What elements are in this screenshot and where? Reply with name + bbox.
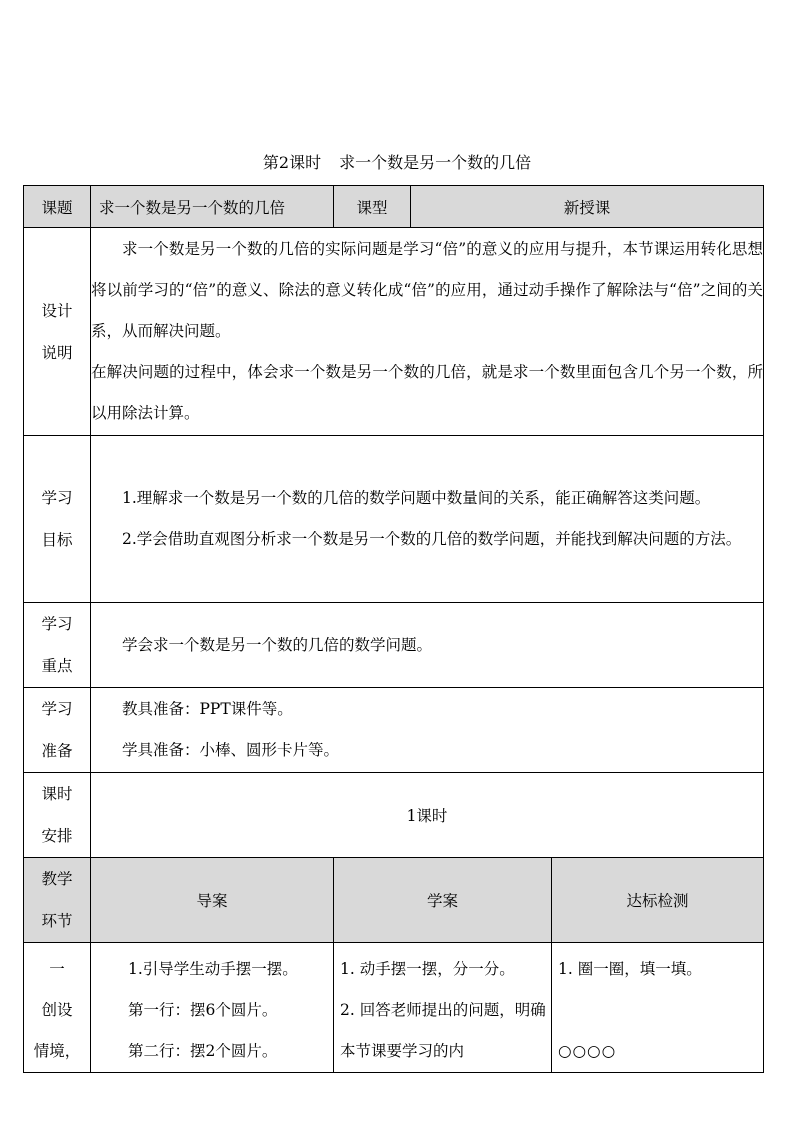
goals-label-line-1: 学习 (41, 489, 73, 507)
stage-one-label-line-1: 一 (49, 960, 65, 978)
key-points-text (91, 603, 764, 688)
design-label (24, 228, 91, 436)
type-label: 课型 (334, 186, 411, 228)
stage-header-line-1: 教学 (41, 870, 73, 888)
goals-row (24, 436, 764, 603)
design-paragraph-2: 在解决问题的过程中，体会求一个数是另一个数的几倍，就是求一个数里面包含几个另一个数，所以用除法计算。 (91, 363, 764, 422)
schedule-label-line-2: 安排 (41, 827, 73, 845)
teacher-preparation: 教具准备：PPT课件等。 (122, 700, 293, 718)
key-points-label (24, 603, 91, 688)
stage-one-guide (91, 943, 334, 1073)
type-value: 新授课 (411, 186, 764, 228)
stage-one-learn (334, 943, 552, 1073)
stage-one-label-line-2: 创设 (41, 1001, 73, 1019)
check-header: 达标检测 (552, 858, 764, 943)
page-title (0, 152, 794, 174)
stage-header (24, 858, 91, 943)
lesson-title: 求一个数是另一个数的几倍 (339, 153, 532, 172)
stage-one-label (24, 943, 91, 1073)
preparation-text (91, 688, 764, 773)
stage-one-check (552, 943, 764, 1073)
lesson-plan-table (23, 185, 764, 1073)
key-points-label-line-1: 学习 (41, 615, 73, 633)
learn-step-1: 1. 动手摆一摆，分一分。 (340, 960, 515, 978)
goal-item-2: 2.学会借助直观图分析求一个数是另一个数的几倍的数学问题，并能找到解决问题的方法。 (122, 530, 742, 548)
preparation-row (24, 688, 764, 773)
guide-header: 导案 (91, 858, 334, 943)
stage-one-label-line-3: 情境， (33, 1042, 81, 1060)
design-label-line-2: 说明 (41, 343, 73, 362)
preparation-label (24, 688, 91, 773)
design-text (91, 228, 764, 436)
check-step-1: 1. 圈一圈，填一填。 (558, 960, 702, 978)
preparation-label-line-2: 准备 (41, 742, 73, 760)
column-header-row (24, 858, 764, 943)
goals-label-line-2: 目标 (41, 531, 73, 549)
schedule-label-line-1: 课时 (41, 785, 73, 803)
learn-step-2: 2. 回答老师提出的问题，明确本节课要学习的内 (340, 1001, 546, 1060)
guide-step-2: 第一行：摆6个圆片。 (128, 1001, 278, 1019)
topic-row (24, 186, 764, 228)
schedule-row (24, 773, 764, 858)
guide-step-3: 第二行：摆2个圆片。 (128, 1042, 278, 1060)
topic-value: 求一个数是另一个数的几倍 (91, 186, 334, 228)
goals-text (91, 436, 764, 603)
student-preparation: 学具准备：小棒、圆形卡片等。 (122, 741, 340, 759)
circle-cards: ○○○○ (558, 1042, 617, 1060)
key-points-label-line-2: 重点 (41, 657, 73, 675)
preparation-label-line-1: 学习 (41, 700, 73, 718)
check-blank-line (558, 990, 759, 1031)
design-label-line-1: 设计 (41, 301, 73, 320)
goal-item-1: 1.理解求一个数是另一个数的几倍的数学问题中数量间的关系，能正确解答这类问题。 (122, 489, 711, 507)
topic-label: 课题 (24, 186, 91, 228)
schedule-value: 1课时 (91, 773, 764, 858)
learn-header: 学案 (334, 858, 552, 943)
guide-step-1: 1.引导学生动手摆一摆。 (128, 960, 298, 978)
key-points-row (24, 603, 764, 688)
goals-label (24, 436, 91, 603)
stage-one-row (24, 943, 764, 1073)
stage-header-line-2: 环节 (41, 912, 73, 930)
design-paragraph-1: 求一个数是另一个数的几倍的实际问题是学习“倍”的意义的应用与提升，本节课运用转化思想将以前学习的“倍”的意义、除法的意义转化成“倍”的应用，通过动手操作了解除法与“倍”之间的关系，从而解决问题。 (91, 240, 764, 340)
lesson-number: 第2课时 (262, 153, 322, 172)
schedule-label (24, 773, 91, 858)
key-point: 学会求一个数是另一个数的几倍的数学问题。 (122, 635, 433, 654)
design-row (24, 228, 764, 436)
